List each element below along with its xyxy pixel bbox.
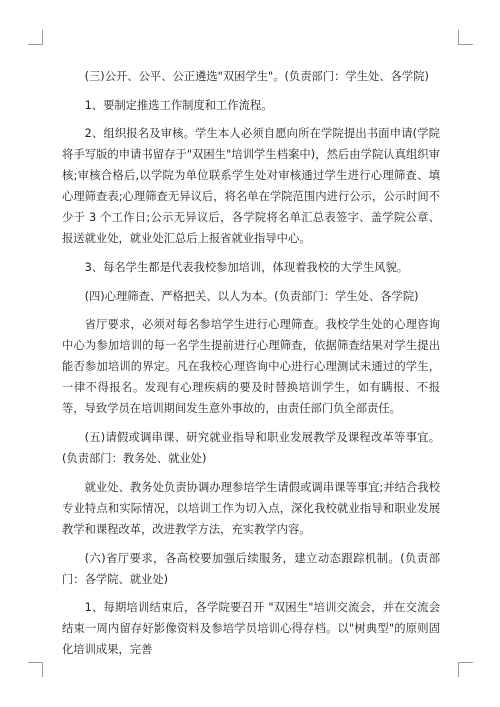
list-item-1: 1、要制定推选工作制度和工作流程。 bbox=[84, 98, 273, 112]
document-body bbox=[62, 66, 440, 668]
body-paragraph: 就业处、教务处负责协调办理参培学生请假或调串课等事宜;并结合我校专业特点和实际情况，以培训工作为切入点，深化我校就业指导和职业发展教学和课程改革，改进教学方法，充实教学内容。 bbox=[62, 480, 440, 536]
section-heading-3: (三)公开、公平、公正遴选"双困学生"。(负责部门：学生处、各学院) bbox=[84, 70, 429, 83]
list-item-1: 1、每期培训结束后，各学院要召开 "双困生"培训交流会，并在交流会结束一周内留存好影像资料及参培学员培训心得存档。以"树典型"的原则固化培训成果，完善 bbox=[62, 601, 440, 657]
list-item-2: 2、组织报名及审核。学生本人必须自愿向所在学院提出书面申请(学院将手写版的申请书留存于"双困生"培训学生档案中)，然后由学院认真组织审核;审核合格后,以学院为单位联系学生处对审核通过学生进行心理筛查、填心理筛查表;心理筛查无异议后，将名单在学院范围内进行公示，公示时间不少于 3 个工作日;公示无异议后，各学院将名单汇总表签字、盖学院公章、报送就业处，就业处汇总后上报省就业指导中心。 bbox=[62, 127, 440, 246]
section-heading-5: (五)请假或调串课、研究就业指导和职业发展教学及课程改革等事宜。(负责部门：教务处、就业处) bbox=[62, 431, 440, 466]
crop-mark-top-right bbox=[458, 30, 473, 45]
crop-mark-top-left bbox=[28, 30, 43, 45]
list-item-3: 3、每名学生都是代表我校参加培训，体现着我校的大学生风貌。 bbox=[84, 261, 409, 275]
crop-mark-bottom-left bbox=[28, 662, 43, 677]
crop-mark-bottom-right bbox=[458, 662, 473, 677]
section-heading-6: (六)省厅要求，各高校要加强后续服务，建立动态跟踪机制。(负责部门：各学院、就业处) bbox=[62, 551, 440, 586]
section-heading-4: (四)心理筛查、严格把关、以人为本。(负责部门：学生处、各学院) bbox=[84, 289, 419, 303]
body-paragraph: 省厅要求，必须对每名参培学生进行心理筛查。我校学生处的心理咨询中心为参加培训的每一名学生提前进行心理筛查，依据筛查结果对学生提出能否参加培训的界定。凡在我校心理咨询中心进行心理测试未通过的学生，一律不得报名。发现有心理疾病的要及时替换培训学生，如有瞒报、不报等，导致学员在培训期间发生意外事故的，由责任部门负全部责任。 bbox=[62, 318, 440, 416]
